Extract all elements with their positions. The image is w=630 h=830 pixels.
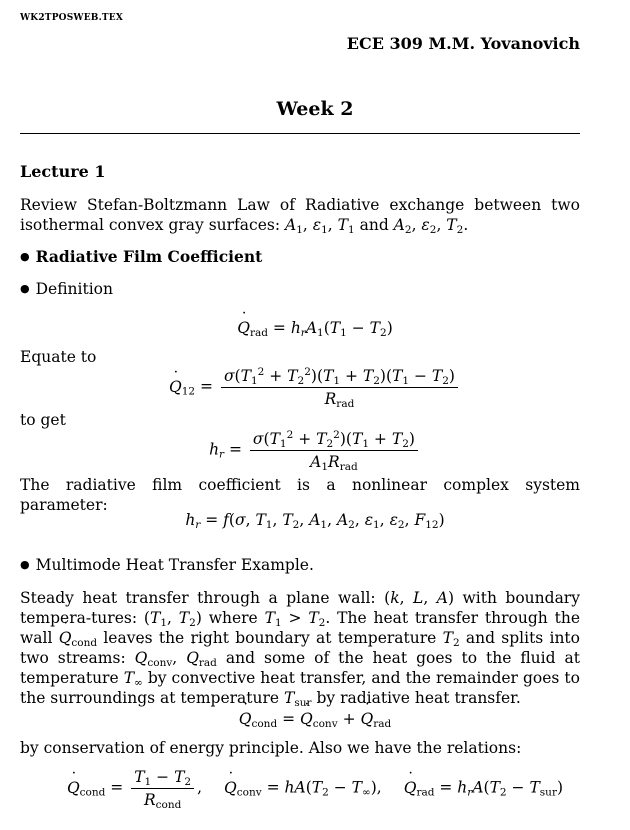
bullet-definition-label: Definition [35,280,113,298]
steady-text-8: by convective heat transfer, and the remainder goes to the surroundings at temperature [20,669,580,707]
conservation-paragraph: by conservation of energy principle. Also we have the relations: [20,739,522,757]
bullet-icon: ● [20,250,30,263]
steady-text-2: with boundary tempera-tures: [20,589,580,627]
bullet-multimode-label: Multimode Heat Transfer Example. [35,556,314,574]
fraction-cond: $\frac{T_1 - T_2}{R_{cond}}$ [131,767,194,810]
page-title: Week 2 [276,98,354,120]
fraction-q12: $\frac{\sigma(T_1^2 + T_2^2)(T_1 + T_2)(T_1 - T_2)}{R_{rad}}$ [221,366,458,409]
steady-text-1: Steady heat transfer through a plane wall: [20,589,376,607]
to-get-label: to get [20,411,66,429]
steady-text-7: and some of the heat goes to the fluid at temperature [20,649,580,687]
bullet-icon: ● [20,558,30,571]
file-name: WK2TPOSWEB.TEX [20,13,124,23]
equation-relations: ˙ $Q_{cond}$ = $\frac{T_1 - T_2}{R_{cond}}$ ,˙ $Q_{conv} = hA(T_2$ − $T_\infty),˙$ $Q_{rad} = h_rA(T_2 - T_{sur})$ [0,767,630,810]
bullet-multimode [20,555,314,575]
bullet-icon: ● [20,282,30,295]
equation-hr-function: $h_r = f(\sigma$, $T_1$, $T_2$, $A_1$, $A_2$, $\varepsilon_1$, $\varepsilon_2$, $F_{12}$) [185,511,445,531]
steady-text-5: leaves the right boundary at temperature [103,629,437,647]
equation-energy-balance: ˙ $Q_{cond}$ = ˙ $Q_{conv}$ + ˙ $Q_{rad}$ [0,709,630,729]
equate-to-label: Equate to [20,348,97,366]
nonlinear-paragraph: The radiative film coefficient is a nonlinear complex system parameter: [20,476,580,514]
steady-paragraph: Steady heat transfer through a plane wall: (k, L, A) with boundary tempera-tures: ($T_1$, $T_2$) where $T_1 > T_2$. The heat transfer through the wall ˙ $Q_{cond}$ leaves the right boundary at temperature $T_2$ and splits into two streams: ˙ $Q_{conv}$, ˙ $Q_{rad}$ and some of the heat goes to the fluid at temperature $T_\infty$ by convective heat transfer, and the remainder goes to the surroundings at temperature $T_{sur}$ by radiative heat transfer. [20,588,580,708]
course-header: ECE 309 M.M. Yovanovich [346,34,580,53]
equation-q12: ˙ $Q_{12}$ = $\frac{\sigma(T_1^2 + T_2^2)(T_1 + T_2)(T_1 - T_2)}{R_{rad}}$ [0,366,630,409]
bullet-radiative-film [20,247,262,267]
steady-text-4: . The heat transfer through the wall [20,609,580,647]
review-paragraph: Review Stefan-Boltzmann Law of Radiative exchange between two isothermal convex gray surfaces: $A_1$, $\varepsilon_1$, $T_1$ and $A_2$, $\varepsilon_2$, $T_2$. [20,196,580,236]
bullet-radiative-label: Radiative Film Coefficient [35,247,263,266]
bullet-definition [20,279,113,299]
review-text: Review Stefan-Boltzmann Law of Radiative exchange between two isothermal convex gray surfaces: [20,196,580,234]
steady-text-9: by radiative heat transfer. [316,689,521,707]
steady-text-6: and splits into two streams: [20,629,580,667]
fraction-hr: $\frac{\sigma(T_1^2 + T_2^2)(T_1 + T_2)}{A_1R_{rad}}$ [250,429,418,472]
steady-text-3: where [208,609,258,627]
lecture-heading: Lecture 1 [20,162,106,181]
equation-qrad: ˙ $Q_{rad} = h_rA_1(T_1 - T_2)$ [0,318,630,338]
title-rule [20,133,580,134]
equation-hr: $h_r$ = $\frac{\sigma(T_1^2 + T_2^2)(T_1 + T_2)}{A_1R_{rad}}$ [0,429,630,472]
